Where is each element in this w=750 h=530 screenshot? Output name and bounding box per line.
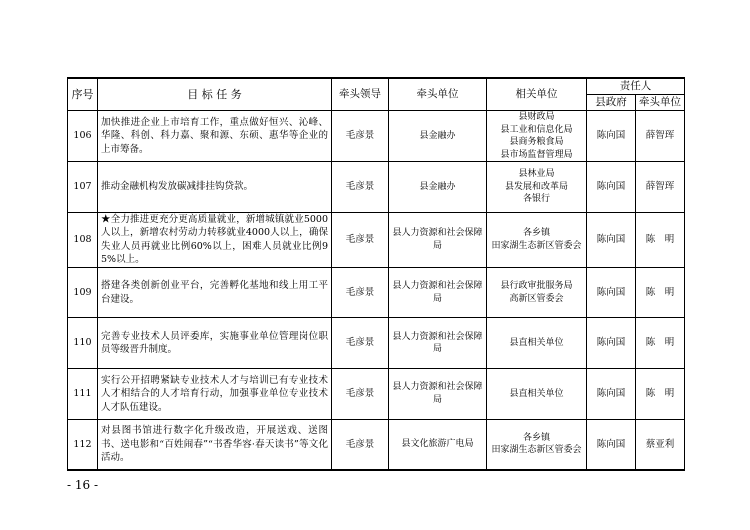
cell-county-gov: 陈向国 [587,267,636,318]
header-lead-leader: 牵头领导 [332,78,389,111]
table-row [68,212,685,267]
header-lead-unit-person: 牵头单位 [636,95,685,111]
cell-lead-unit: 县人力资源和社会保障局 [389,318,487,369]
table-row [68,267,685,318]
cell-task: 推动金融机构发放碳减排挂钩贷款。 [98,162,332,213]
cell-lead-unit-person: 陈 明 [636,369,685,420]
related-unit: 各银行 [522,194,550,205]
cell-lead-unit-person: 蔡亚利 [636,419,685,470]
cell-seq: 109 [68,267,98,318]
cell-related-units [487,267,587,318]
cell-related-units [487,162,587,213]
related-unit: 县市场监督管理局 [500,149,573,160]
table-body [68,111,685,470]
related-unit: 县直相关单位 [509,337,564,348]
related-unit: 田家湖生态新区管委会 [491,240,582,251]
cell-county-gov: 陈向国 [587,369,636,420]
related-unit: 县行政审批服务局 [500,281,573,292]
related-unit: 高新区管委会 [509,293,564,304]
related-unit: 县发展和改革局 [504,181,568,192]
page-number: - 16 - [67,478,99,492]
cell-related-units [487,212,587,267]
cell-lead-unit: 县人力资源和社会保障局 [389,267,487,318]
cell-lead-unit: 县金融办 [389,111,487,162]
cell-lead-unit-person: 薛智珲 [636,162,685,213]
cell-related-units [487,318,587,369]
table-row [68,318,685,369]
cell-task: 加快推进企业上市培育工作，重点做好恒兴、沁峰、华隆、科创、科力嘉、聚和源、东硕、惠华等企业的上市筹备。 [98,111,332,162]
cell-seq: 110 [68,318,98,369]
cell-seq: 106 [68,111,98,162]
table-row [68,419,685,470]
cell-lead-unit-person: 陈 明 [636,318,685,369]
related-unit: 县直相关单位 [509,388,564,399]
cell-lead-unit: 县人力资源和社会保障局 [389,212,487,267]
cell-seq: 112 [68,419,98,470]
cell-related-units [487,369,587,420]
cell-seq: 111 [68,369,98,420]
cell-lead-unit: 县文化旅游广电局 [389,419,487,470]
header-related-units: 相关单位 [487,78,587,111]
cell-lead-unit-person: 薛智珲 [636,111,685,162]
cell-lead-leader: 毛彦景 [332,267,389,318]
related-unit: 县商务粮食局 [509,137,564,147]
header-county-gov: 县政府 [587,95,636,111]
cell-task: ★全力推进更充分更高质量就业，新增城镇就业5000人以上，新增农村劳动力转移就业4000人以上，确保失业人员再就业比例60%以上，困难人员就业比例95%以上。 [98,212,332,267]
related-unit: 各乡镇 [522,228,550,239]
cell-related-units [487,419,587,470]
cell-county-gov: 陈向国 [587,111,636,162]
task-table [67,77,685,471]
related-unit: 县工业和信息化局 [500,124,573,135]
cell-task: 实行公开招聘紧缺专业技术人才与培训已有专业技术人才相结合的人才培育行动，加强事业单位专业技术人才队伍建设。 [98,369,332,420]
header-task: 目 标 任 务 [98,78,332,111]
cell-lead-leader: 毛彦景 [332,369,389,420]
cell-lead-leader: 毛彦景 [332,162,389,213]
related-unit: 县财政局 [518,112,555,122]
cell-lead-leader: 毛彦景 [332,318,389,369]
cell-lead-leader: 毛彦景 [332,111,389,162]
related-unit: 县林业局 [518,169,555,180]
cell-task: 完善专业技术人员评委库，实施事业单位管理岗位职员等级晋升制度。 [98,318,332,369]
table-row [68,111,685,162]
table-row [68,162,685,213]
cell-related-units [487,111,587,162]
cell-seq: 108 [68,212,98,267]
cell-seq: 107 [68,162,98,213]
cell-county-gov: 陈向国 [587,318,636,369]
cell-county-gov: 陈向国 [587,212,636,267]
header-lead-unit: 牵头单位 [389,78,487,111]
cell-lead-leader: 毛彦景 [332,419,389,470]
cell-county-gov: 陈向国 [587,419,636,470]
header-responsible: 责任人 [587,78,685,95]
cell-task: 对县图书馆进行数字化升级改造，开展送戏、送图书、送电影和“百姓闹春”“书香华容·春天读书”等文化活动。 [98,419,332,470]
table-row [68,369,685,420]
cell-lead-unit-person: 陈 明 [636,212,685,267]
related-unit: 各乡镇 [522,432,550,443]
cell-lead-unit: 县人力资源和社会保障局 [389,369,487,420]
cell-task: 搭建各类创新创业平台，完善孵化基地和线上用工平台建设。 [98,267,332,318]
cell-county-gov: 陈向国 [587,162,636,213]
related-unit: 田家湖生态新区管委会 [491,445,582,456]
cell-lead-unit: 县金融办 [389,162,487,213]
cell-lead-unit-person: 陈 明 [636,267,685,318]
header-seq: 序号 [68,78,98,111]
cell-lead-leader: 毛彦景 [332,212,389,267]
